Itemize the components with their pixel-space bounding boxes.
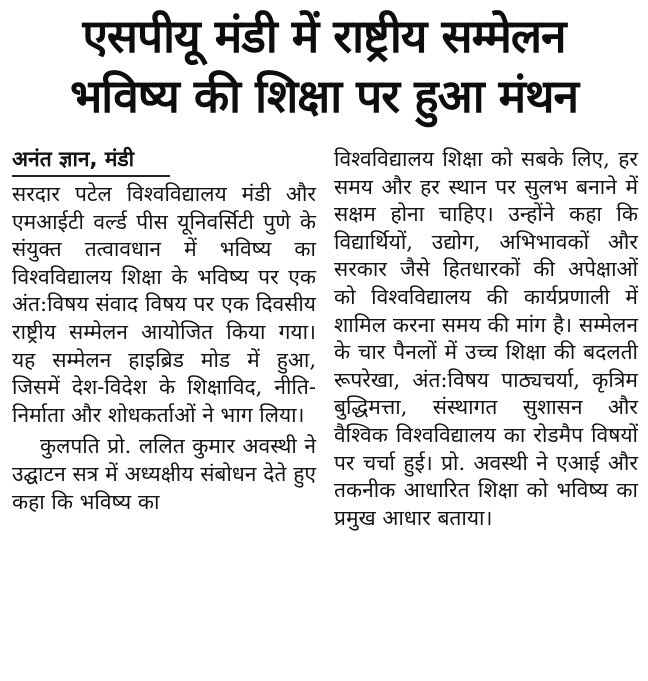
body-paragraph-2: कुलपति प्रो. ललित कुमार अवस्थी ने उद्घाटन सत्र में अध्यक्षीय संबोधन देते हुए कहा कि भविष्य का [12, 434, 316, 514]
headline-line-1: एसपीयू मंडी में राष्ट्रीय सम्मेलन [82, 9, 566, 63]
body-paragraph-1: सरदार पटेल विश्वविद्यालय मंडी और एमआईटी वर्ल्ड पीस यूनिवर्सिटी पुणे के संयुक्त तत्वावधान में भविष्य का विश्वविद्यालय शिक्षा के भविष्य पर एक अंत:विषय संवाद विषय पर एक दिवसीय राष्ट्रीय सम्मेलन आयोजित किया गया। यह सम्मेलन हाइब्रिड मोड में हुआ, जिसमें देश-विदेश के शिक्षाविद, नीति-निर्माता और शोधकर्ताओं ने भाग लिया। [12, 182, 316, 427]
article-column-right [334, 146, 638, 681]
byline: अनंत ज्ञान, मंडी [12, 146, 170, 177]
headline-line-2: भविष्य की शिक्षा पर हुआ मंथन [69, 69, 579, 123]
article-columns [12, 146, 638, 681]
body-paragraph-continued: विश्वविद्यालय शिक्षा को सबके लिए, हर समय और हर स्थान पर सुलभ बनाने में सक्षम होना चाहिए। उन्होंने कहा कि विद्यार्थियों, उद्योग, अभिभावकों और सरकार जैसे हितधारकों की अपेक्षाओं को विश्वविद्यालय की कार्यप्रणाली में शामिल करना समय की मांग है। सम्मेलन के चार पैनलों में उच्च शिक्षा की बदलती रूपरेखा, अंत:विषय पाठ्यचर्या, कृत्रिम बुद्धिमत्ता, संस्थागत सुशासन और वैश्विक विश्वविद्यालय का रोडमैप विषयों पर चर्चा हुई। प्रो. अवस्थी ने एआई और तकनीक आधारित शिक्षा को भविष्य का प्रमुख आधार बताया। [334, 147, 638, 530]
article-column-left [12, 146, 316, 681]
